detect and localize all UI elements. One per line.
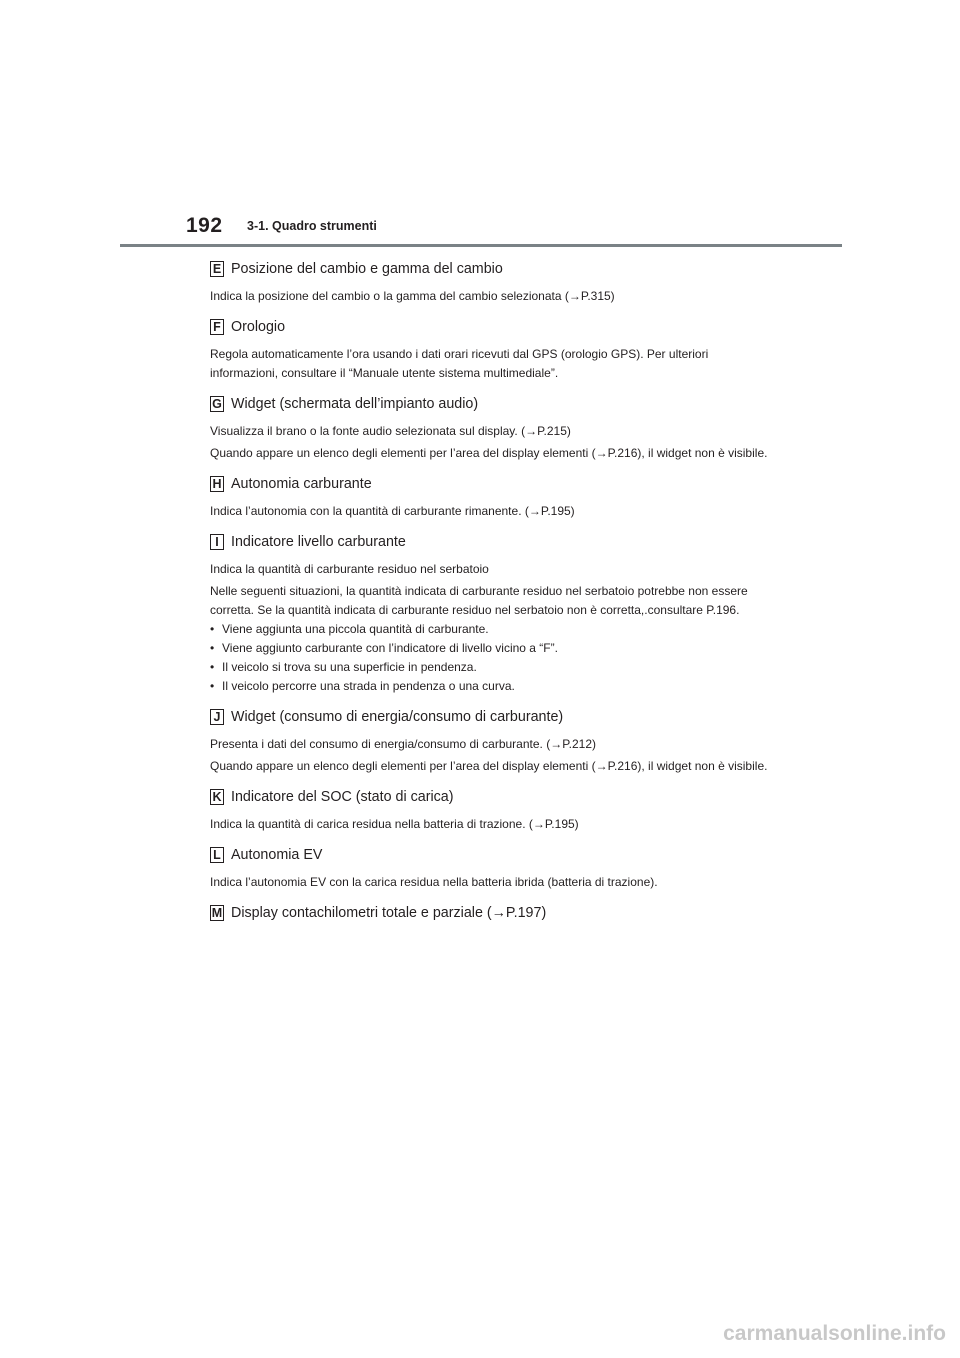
section-h: [210, 474, 770, 521]
item-letter-badge: E: [210, 261, 224, 277]
section-heading: [210, 845, 770, 865]
list-item: • Il veicolo si trova su una superficie in pendenza.: [210, 658, 770, 677]
paragraph: Indica l’autonomia EV con la carica residua nella batteria ibrida (batteria di trazione).: [210, 875, 658, 889]
item-letter-badge: I: [210, 534, 224, 550]
section-g: [210, 394, 770, 463]
section-title-text: Indicatore livello carburante: [231, 534, 406, 550]
section-i: [210, 532, 770, 696]
paragraph: Presenta i dati del consumo di energia/consumo di carburante. (→P.212): [210, 737, 596, 751]
section-heading: [210, 259, 770, 279]
section-k: [210, 787, 770, 834]
item-letter-badge: H: [210, 476, 224, 492]
section-heading: [210, 532, 770, 552]
section-heading: [210, 317, 770, 337]
section-title-text: Widget (schermata dell’impianto audio): [231, 396, 479, 412]
item-letter-badge: L: [210, 847, 224, 863]
section-heading: [210, 394, 770, 414]
section-heading: [210, 707, 770, 727]
paragraph: Quando appare un elenco degli elementi per l’area del display elementi (→P.216), il widget non è visibile.: [210, 759, 768, 773]
paragraph: Indica la quantità di carica residua nella batteria di trazione. (→P.195): [210, 817, 579, 831]
item-letter-badge: J: [210, 709, 224, 725]
content-area: [210, 259, 770, 931]
section-m: [210, 903, 770, 923]
list-item: • Il veicolo percorre una strada in pendenza o una curva.: [210, 677, 770, 696]
list-item: • Viene aggiunta una piccola quantità di carburante.: [210, 620, 770, 639]
paragraph: Quando appare un elenco degli elementi per l’area del display elementi (→P.216), il widget non è visibile.: [210, 446, 768, 460]
item-letter-badge: M: [211, 905, 223, 920]
section-heading: [210, 903, 770, 923]
paragraph: Nelle seguenti situazioni, la quantità indicata di carburante residuo nel serbatoio potrebbe non essere corretta. Se la quantità indicata di carburante residuo nel serbatoio non è corretta,.consultare P.196.: [210, 584, 748, 617]
chapter-title: 3-1. Quadro strumenti: [247, 219, 377, 233]
section-title-text: Display contachilometri totale e parziale (→P.197): [231, 905, 547, 921]
section-l: [210, 845, 770, 892]
section-j: [210, 707, 770, 776]
paragraph: Indica la posizione del cambio o la gamma del cambio selezionata (→P.315): [210, 289, 615, 303]
section-heading: [210, 474, 770, 494]
section-title-text: Posizione del cambio e gamma del cambio: [231, 261, 503, 277]
paragraph: Visualizza il brano o la fonte audio selezionata sul display. (→P.215): [210, 424, 571, 438]
item-letter-badge: G: [210, 396, 224, 412]
section-heading: [210, 787, 770, 807]
page-number: 192: [186, 214, 223, 237]
section-title-text: Widget (consumo di energia/consumo di carburante): [231, 709, 564, 725]
section-title-text: Autonomia carburante: [231, 476, 372, 492]
bullet-list: [210, 620, 770, 696]
item-letter-badge: K: [210, 789, 224, 805]
section-f: [210, 317, 770, 383]
header-divider: [120, 244, 842, 247]
watermark: carmanualsonline.info: [723, 1322, 946, 1345]
item-letter-badge: F: [210, 319, 224, 335]
list-item: • Viene aggiunto carburante con l’indicatore di livello vicino a “F”.: [210, 639, 770, 658]
section-title-text: Autonomia EV: [231, 847, 323, 863]
section-title-text: Orologio: [231, 319, 286, 335]
paragraph: Regola automaticamente l’ora usando i dati orari ricevuti dal GPS (orologio GPS). Per ulteriori informazioni, consultare il “Manuale utente sistema multimediale”.: [210, 347, 709, 380]
section-e: [210, 259, 770, 306]
paragraph: Indica la quantità di carburante residuo nel serbatoio: [210, 562, 489, 576]
section-title-text: Indicatore del SOC (stato di carica): [231, 789, 454, 805]
paragraph: Indica l’autonomia con la quantità di carburante rimanente. (→P.195): [210, 504, 575, 518]
